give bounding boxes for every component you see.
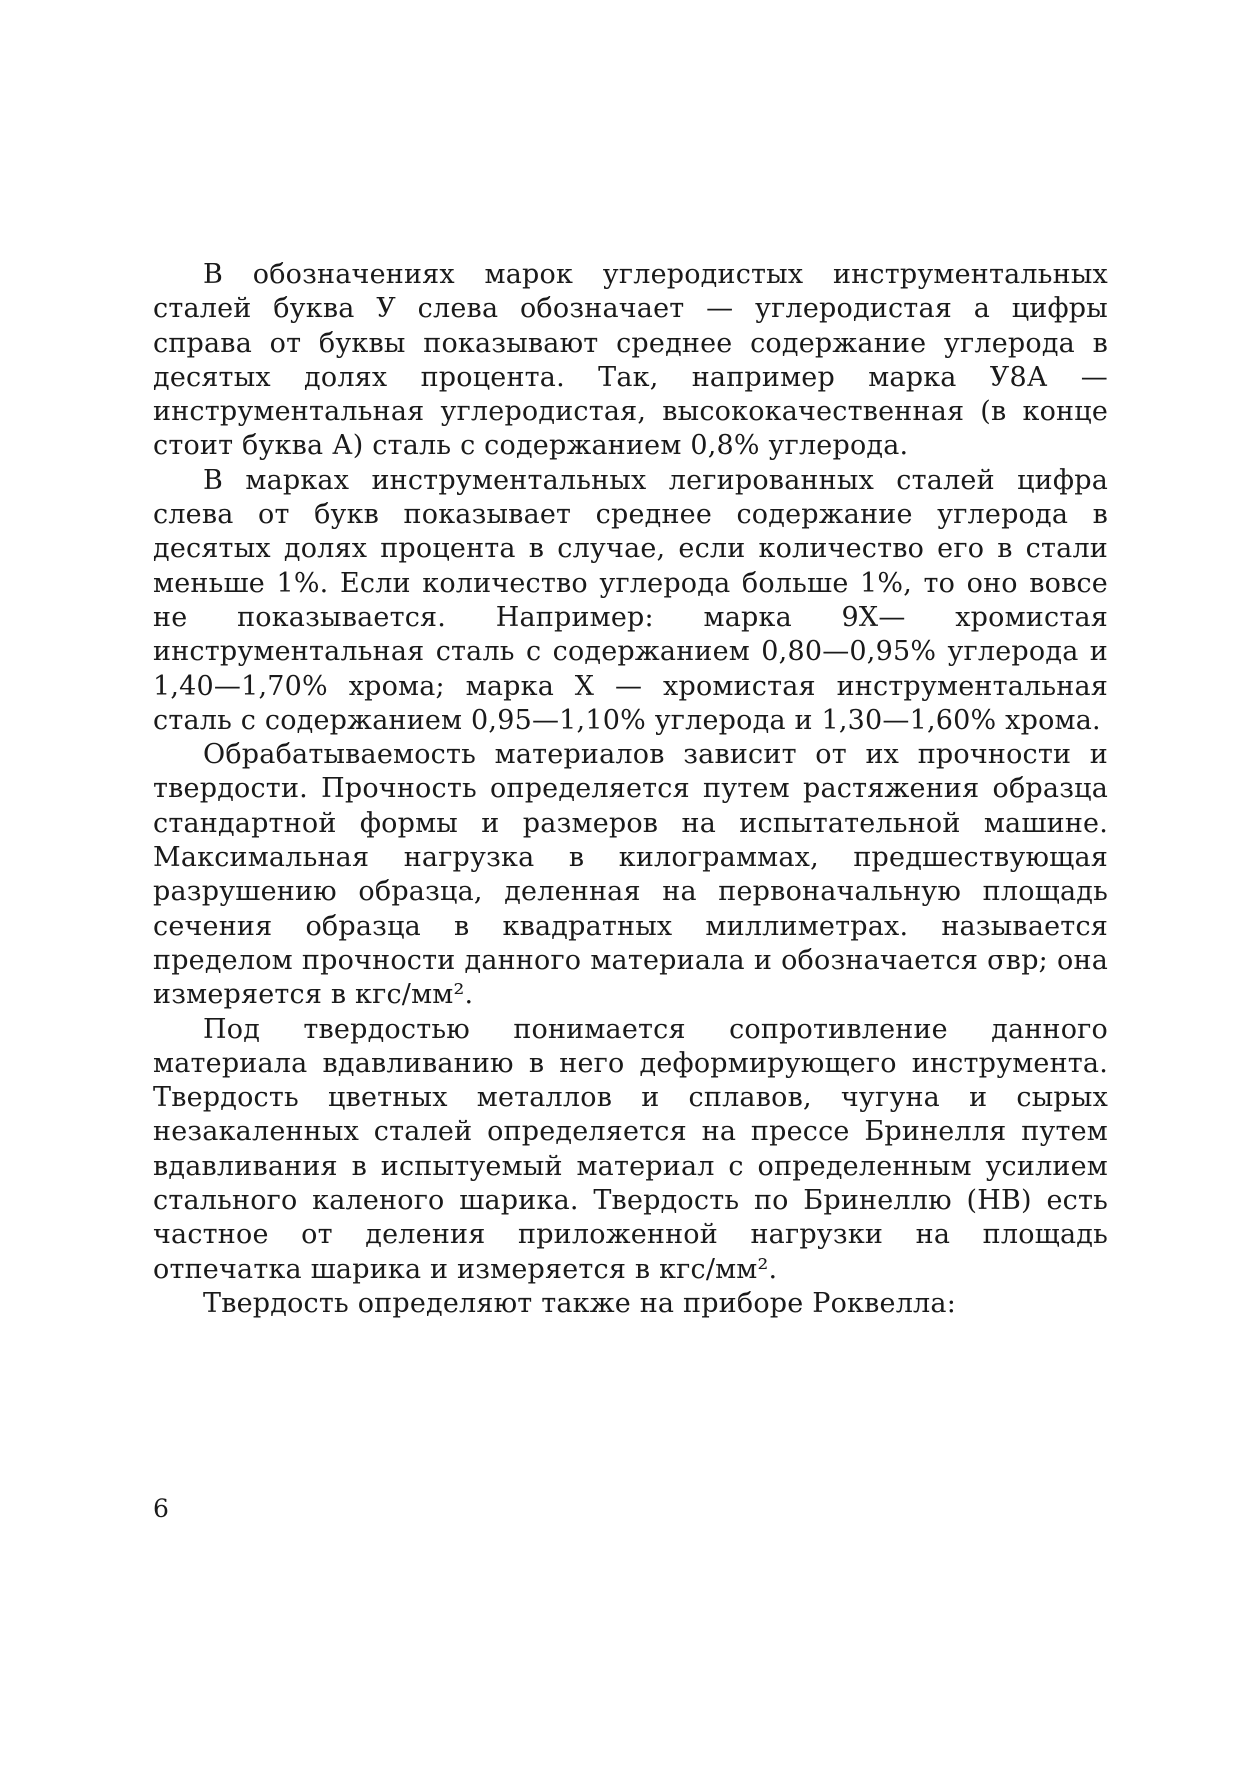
page-number: 6 — [153, 1494, 169, 1523]
paragraph-carbon-steel-marks: В обозначениях марок углеродистых инструментальных сталей буква У слева обозначает — углеродистая а цифры справа от буквы показывают среднее содержание углерода в десятых долях процента. Так, например марка У8А — инструментальная углеродистая, высококачественная (в конце стоит буква А) сталь с содержанием 0,8% углерода. — [153, 259, 1108, 462]
paragraph-alloy-steel-marks: В марках инструментальных легированных сталей цифра слева от букв показывает среднее содержание углерода в десятых долях процента в случае, если количество его в стали меньше 1%. Если количество углерода больше 1%, то оно вовсе не показывается. Например: марка 9Х— хромистая инструментальная сталь с содержанием 0,80—0,95% углерода и 1,40—1,70% хрома; марка Х — хромистая инструментальная сталь с содержанием 0,95—1,10% углерода и 1,30—1,60% хрома. — [153, 464, 1108, 736]
body-text — [153, 258, 1108, 1321]
paragraph-hardness-rockwell: Твердость определяют также на приборе Роквелла: — [203, 1287, 957, 1319]
paragraph-hardness-brinell: Под твердостью понимается сопротивление данного материала вдавливанию в него деформирующего инструмента. Твердость цветных металлов и сплавов, чугуна и сырых незакаленных сталей определяется на прессе Бринелля путем вдавливания в испытуемый материал с определенным усилием стального каленого шарика. Твердость по Бринеллю (НВ) есть частное от деления приложенной нагрузки на площадь отпечатка шарика и измеряется в кгс/мм². — [153, 1013, 1108, 1285]
paragraph-strength: Обрабатываемость материалов зависит от их прочности и твердости. Прочность определяется путем растяжения образца стандартной формы и размеров на испытательной машине. Максимальная нагрузка в килограммах, предшествующая разрушению образца, деленная на первоначальную площадь сечения образца в квадратных миллиметрах. называется пределом прочности данного материала и обозначается σвр; она измеряется в кгс/мм². — [153, 739, 1108, 1011]
